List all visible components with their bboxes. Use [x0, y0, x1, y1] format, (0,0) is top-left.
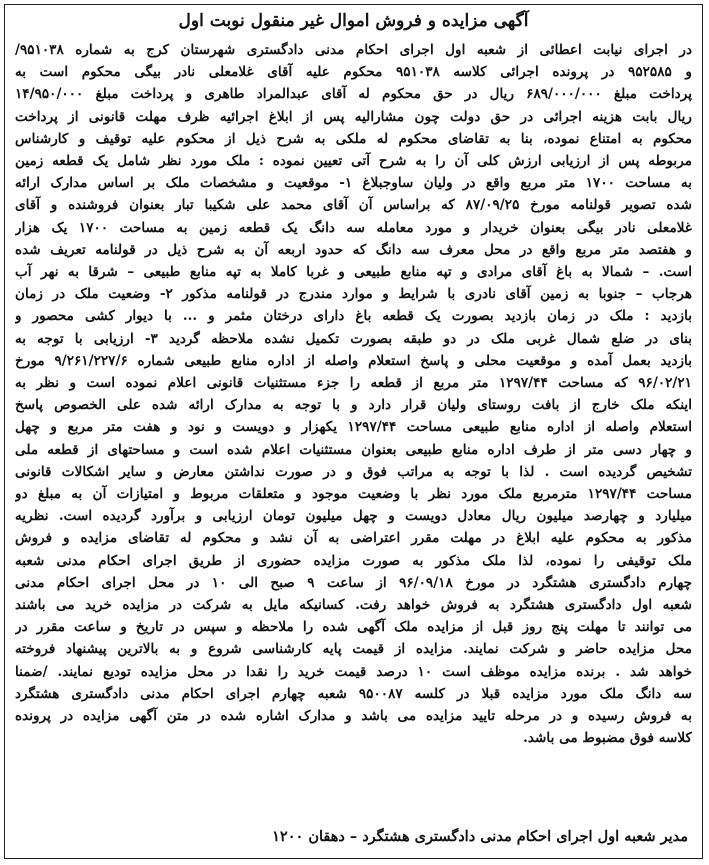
notice-line: شده تصویر قولنامه مورخ ۸۷/۰۹/۲۵ که براساس آن آقای محمد علی شکیبا تبار بعنوان فروشنده و آقای [15, 197, 692, 214]
notice-line: می توانند تا مهلت پنج روز قبل از مزایده ملک آگهی شده را ملاحظه و سپس در تاریخ و ساعت مقرر در [15, 619, 692, 636]
notice-line: اینکه ملک خارج از بافت روستای ولیان قرار دارد و با توجه به مدارک ارائه شده علی الخصوص پاسخ [15, 397, 692, 414]
notice-line: محکوم به امتناع نموده، بنا به تقاضای محکوم له ملکی به شرح ذیل از محکوم علیه توقیف و کارشناس [15, 130, 692, 147]
notice-line: چهارم دادگستری هشتگرد در مورخ ۹۶/۰۹/۱۸ از ساعت ۹ صبح الی ۱۰ در محل اجرای احکام مدنی [15, 574, 692, 591]
notice-line: به مساحت ۱۷۰۰ متر مربع واقع در ولیان ساوجبلاغ ۱- موقعیت و مشخصات ملک بر اساس مدارک ارائه [15, 175, 692, 192]
notice-line: خواهد شد . برنده مزایده موظف است ۱۰ درصد قیمت خرید را نقدا در محل مزایده تودیع نمایند. /ضمنا [15, 663, 692, 680]
notice-line: در اجرای نیابت اعطائی از شعبه اول اجرای احکام مدنی دادگستری شهرستان کرج به شماره ۹۵۱۰۳۸/ [15, 42, 692, 58]
notice-line: و هفتصد متر مربع واقع در محل معرف سه دانگ که حدود اربعه آن به شرح ذیل در قولنامه تعریف شده [15, 241, 692, 258]
notice-body [15, 39, 692, 750]
notice-line: است. – شمالا به باغ آقای مرادی و تپه منابع طبیعی و غربا کاملا به تپه منابع طبیعی – شرقا به نهر آب [15, 264, 692, 281]
notice-line: و چهار دسی متر از طرف اداره منابع طبیعی بعنوان مستثنیات اعلام شده است و مساحتهای از قطعه ملی [15, 441, 692, 458]
notice-line: مذکور به محکوم علیه ابلاغ در مهلت مقرر اعتراضی به آن نشد و محکوم له تقاضای مزایده و فروش [15, 530, 692, 547]
notice-line: محل مزایده حاضر و شرکت نمایند. مزایده از قیمت پایه کارشناسی شروع و به بالاترین پیشنهاد فروخته [15, 641, 692, 658]
notice-line: به فروش رسیده و در مرحله تایید مزایده می باشد و مدارک اشاره شده در متن آگهی مزایده در پرونده [15, 708, 692, 725]
notice-line: غلامعلی نادر بیگی بعنوان خریدار و مورد معامله سه دانگ یک قطعه زمین به مساحت ۱۷۰۰ یک هزار [15, 219, 692, 236]
notice-line: میلیارد و چهارصد میلیون ریال معادل دویست و چهل میلیون تومان ارزیابی و برآورد گردیده است. نظریه [15, 508, 692, 525]
notice-line: تشخیص گردیده است . لذا با توجه به مراتب فوق و در صورت نداشتن معارض و سایر اشکالات قانونی [15, 463, 692, 480]
notice-frame [4, 4, 703, 859]
notice-line: ریال بابت هزینه اجرائی در حق دولت چون مشارالیه پس از ابلاغ اجرائیه ظرف مهلت قانونی از پرداخت [15, 108, 692, 125]
notice-line: ۹۶/۰۲/۲۱ که مساحت ۱۲۹۷/۴۴ متر مربع از قطعه را جزء مستثنیات قانونی اعلام نموده است و نظر به [15, 375, 692, 392]
notice-line: بازدید : ملک در زمان بازدید بصورت یک قطعه باغ دارای درختان مثمر و ... با دیوار کشی محصور و [15, 308, 692, 325]
notice-line: هرجاب – جنوبا به زمین آقای نادری با شرایط و موارد مندرج در قولنامه مذکور ۲- وضعیت ملک در زمان [15, 286, 692, 303]
notice-line: کلاسه فوق مضبوط می باشد. [523, 730, 692, 747]
notice-line: ملک توقیفی را نموده، لذا ملک مذکور به صورت مزایده حضوری از طریق اجرای احکام مدنی شعبه [15, 552, 692, 569]
notice-line: بنای در ضلع شمال غربی ملک در دو طبقه بصورت تکمیل نشده ملاحظه گردید ۳- ارزیابی با توجه به [15, 330, 692, 347]
notice-line: مساحت ۱۲۹۷/۴۴ مترمربع ملک مورد نظر با وضعیت موجود و متعلقات مربوط و امتیازات آن به مبلغ دو [15, 486, 692, 503]
notice-line: مربوطه پس از ارزیابی ارزش کلی آن را به شرح آتی تعیین نموده : ملک مورد نظر شامل یک قطعه زمین [15, 153, 692, 170]
notice-line: سه دانگ ملک مورد مزایده قبلا در کلسه ۹۵۰۰۸۷ شعبه چهارم اجرای احکام مدنی دادگستری هشتگرد [15, 685, 692, 702]
notice-line: پرداخت مبلغ ۶۸۹/۰۰۰/۰۰۰ ریال در حق محکوم له آقای عبدالمراد طاهری و پرداخت مبلغ ۱۴/۹۵۰/۰۰۰ [15, 86, 692, 103]
notice-line: بازدید بعمل آمده و موقعیت محلی و پاسخ استعلام واصله از اداره منابع طبیعی شماره ۹/۲۶۱/۲۲۷/۶ مورخ [15, 352, 692, 369]
notice-line: و ۹۵۲۵۸۵ در پرونده اجرائی کلاسه ۹۵۱۰۳۸ محکوم علیه آقای غلامعلی نادر بیگی محکوم است به [15, 64, 692, 81]
notice-line: استعلام واصله از اداره منابع طبیعی مساحت ۱۲۹۷/۴۴ یکهزار و دویست و نود و هفت متر مربع و چهل [15, 419, 692, 436]
notice-signature: مدیر شعبه اول اجرای احکام مدنی دادگستری هشتگرد – دهقان ۱۲۰۰ [272, 828, 688, 845]
notice-title: آگهی مزایده و فروش اموال غیر منقول نوبت اول [178, 11, 529, 31]
notice-line: شعبه اول دادگستری هشتگرد به فروش خواهد رفت. کسانیکه مایل به شرکت در مزایده خرید می باشند [15, 597, 692, 614]
